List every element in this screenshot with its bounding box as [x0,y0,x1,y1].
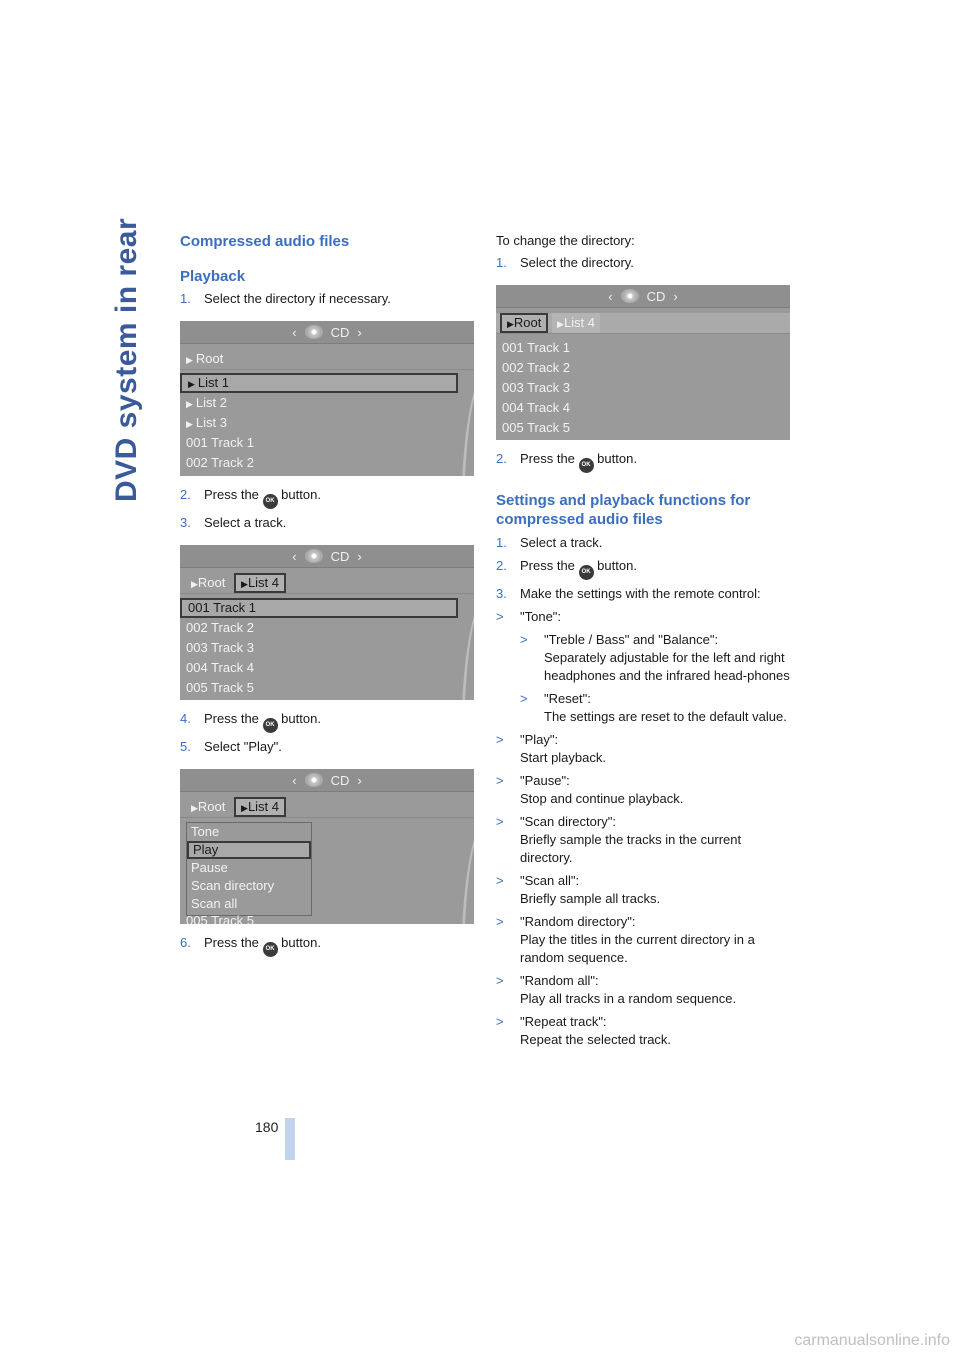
intro-text: To change the directory: [496,233,635,248]
menu-item-tone: Tone [191,824,220,839]
breadcrumb-root: ▶Root [500,313,548,333]
screen-change-directory [496,285,790,440]
screen-row: 002 Track 2 [186,620,254,635]
left-column [180,226,480,957]
bullet-random-all: > "Random all": Play all tracks in a random sequence. [496,973,737,1006]
bullet-pause: > "Pause": Stop and continue playback. [496,773,684,806]
triangle-icon: ▶ [191,579,198,589]
screen-track-list [180,545,474,700]
ok-button-icon: OK [579,458,594,473]
disc-icon [305,773,323,787]
screen-row: 004 Track 4 [502,400,570,415]
settings-section-title: Settings and playback functions for compressed audio files [496,492,751,528]
sub-bullet-treble-bass: > "Treble / Bass" and "Balance": Separately adjustable for the left and right headphones and the infrared head-phones [520,632,790,683]
bullet-scan-directory: > "Scan directory": Briefly sample the tracks in the current directory. [496,814,742,865]
ok-button-icon: OK [263,494,278,509]
step-3: 3. Select a track. [180,515,287,530]
screen-top-bar: ‹ CD › [180,321,474,344]
step-6: 6. Press the OK button. [180,934,480,957]
bullet-repeat-track: > "Repeat track": Repeat the selected track. [496,1014,672,1047]
screen-row: 002 Track 2 [502,360,570,375]
screen-top-bar: ‹ CD › [496,285,790,308]
bullet-play: > "Play": Start playback. [496,732,606,765]
triangle-icon: ▶ [186,355,193,365]
disc-icon [621,289,639,303]
breadcrumb-current: ▶List 4 [234,573,286,593]
page-marker-bar [285,1118,295,1160]
screen-row: 002 Track 2 [186,455,254,470]
triangle-icon: ▶ [241,803,248,813]
screen-arc-decoration [461,819,474,924]
screen-row-selected: ▶ List 1 [180,373,458,393]
screen-row-selected: 001 Track 1 [180,598,458,618]
screen-directory-list [180,321,474,476]
screen-play-menu [180,769,474,924]
breadcrumb-current: ▶List 4 [234,797,286,817]
step-r2: 2. Press the OK button. [496,450,796,473]
subsection-title: Playback [180,268,246,285]
screen-row-partial: 005 Track 5 [186,913,254,924]
breadcrumb [496,313,790,334]
menu-item-scan-directory: Scan directory [191,878,275,893]
step-1: 1. Select the directory if necessary. [180,291,391,306]
screen-row: 003 Track 3 [502,380,570,395]
step-s2: 2. Press the OK button. [496,557,796,580]
triangle-icon: ▶ [557,319,564,329]
step-s1: 1. Select a track. [496,535,603,550]
screen-top-bar: ‹ CD › [180,769,474,792]
breadcrumb [180,797,474,818]
screen-row: 005 Track 5 [502,420,570,435]
screen-row: 003 Track 3 [186,640,254,655]
screen-row: ▶ List 3 [186,415,227,430]
step-5: 5. Select "Play". [180,739,282,754]
step-2: 2. Press the OK button. [180,486,480,509]
screen-row: 001 Track 1 [186,435,254,450]
screen-row: ▶ List 2 [186,395,227,410]
triangle-icon: ▶ [186,419,193,429]
screen-top-bar: ‹ CD › [180,545,474,568]
breadcrumb-current: ▶List 4 [552,313,600,333]
screen-row: 004 Track 4 [186,660,254,675]
page-number: 180 [255,1119,279,1135]
ok-button-icon: OK [263,942,278,957]
breadcrumb-root: ▶Root [191,575,226,590]
bullet-random-directory: > "Random directory": Play the titles in the current directory in a random sequence. [496,914,755,965]
screen-row: 005 Track 5 [186,680,254,695]
menu-item-play: Play [187,841,311,859]
options-menu [186,822,312,916]
triangle-icon: ▶ [191,803,198,813]
step-4: 4. Press the OK button. [180,710,480,733]
bullet-scan-all: > "Scan all": Briefly sample all tracks. [496,873,661,906]
step-s3: 3. Make the settings with the remote control: [496,586,761,601]
step-r1: 1. Select the directory. [496,255,634,270]
right-column [496,226,796,1049]
triangle-icon: ▶ [188,379,195,389]
section-title: Compressed audio files [180,233,350,250]
disc-icon [305,549,323,563]
side-chapter-title: DVD system in rear [110,217,143,502]
watermark: carmanualsonline.info [794,1332,950,1349]
breadcrumb [180,573,474,594]
menu-item-scan-all: Scan all [191,896,238,911]
triangle-icon: ▶ [186,399,193,409]
ok-button-icon: OK [263,718,278,733]
triangle-icon: ▶ [507,319,514,329]
breadcrumb-root: ▶Root [191,799,226,814]
triangle-icon: ▶ [241,579,248,589]
menu-item-pause: Pause [191,860,228,875]
ok-button-icon: OK [579,565,594,580]
screen-row: 001 Track 1 [502,340,570,355]
disc-icon [305,325,323,339]
bullet-tone: > "Tone": > "Treble / Bass" and "Balance": Separately adjustable for the left and right headphones and the infrared head-phones > "Reset": The settings are reset to the default value. [496,608,796,726]
sub-bullet-reset: > "Reset": The settings are reset to the default value. [520,691,787,724]
screen-row: ▶ Root [180,349,474,370]
